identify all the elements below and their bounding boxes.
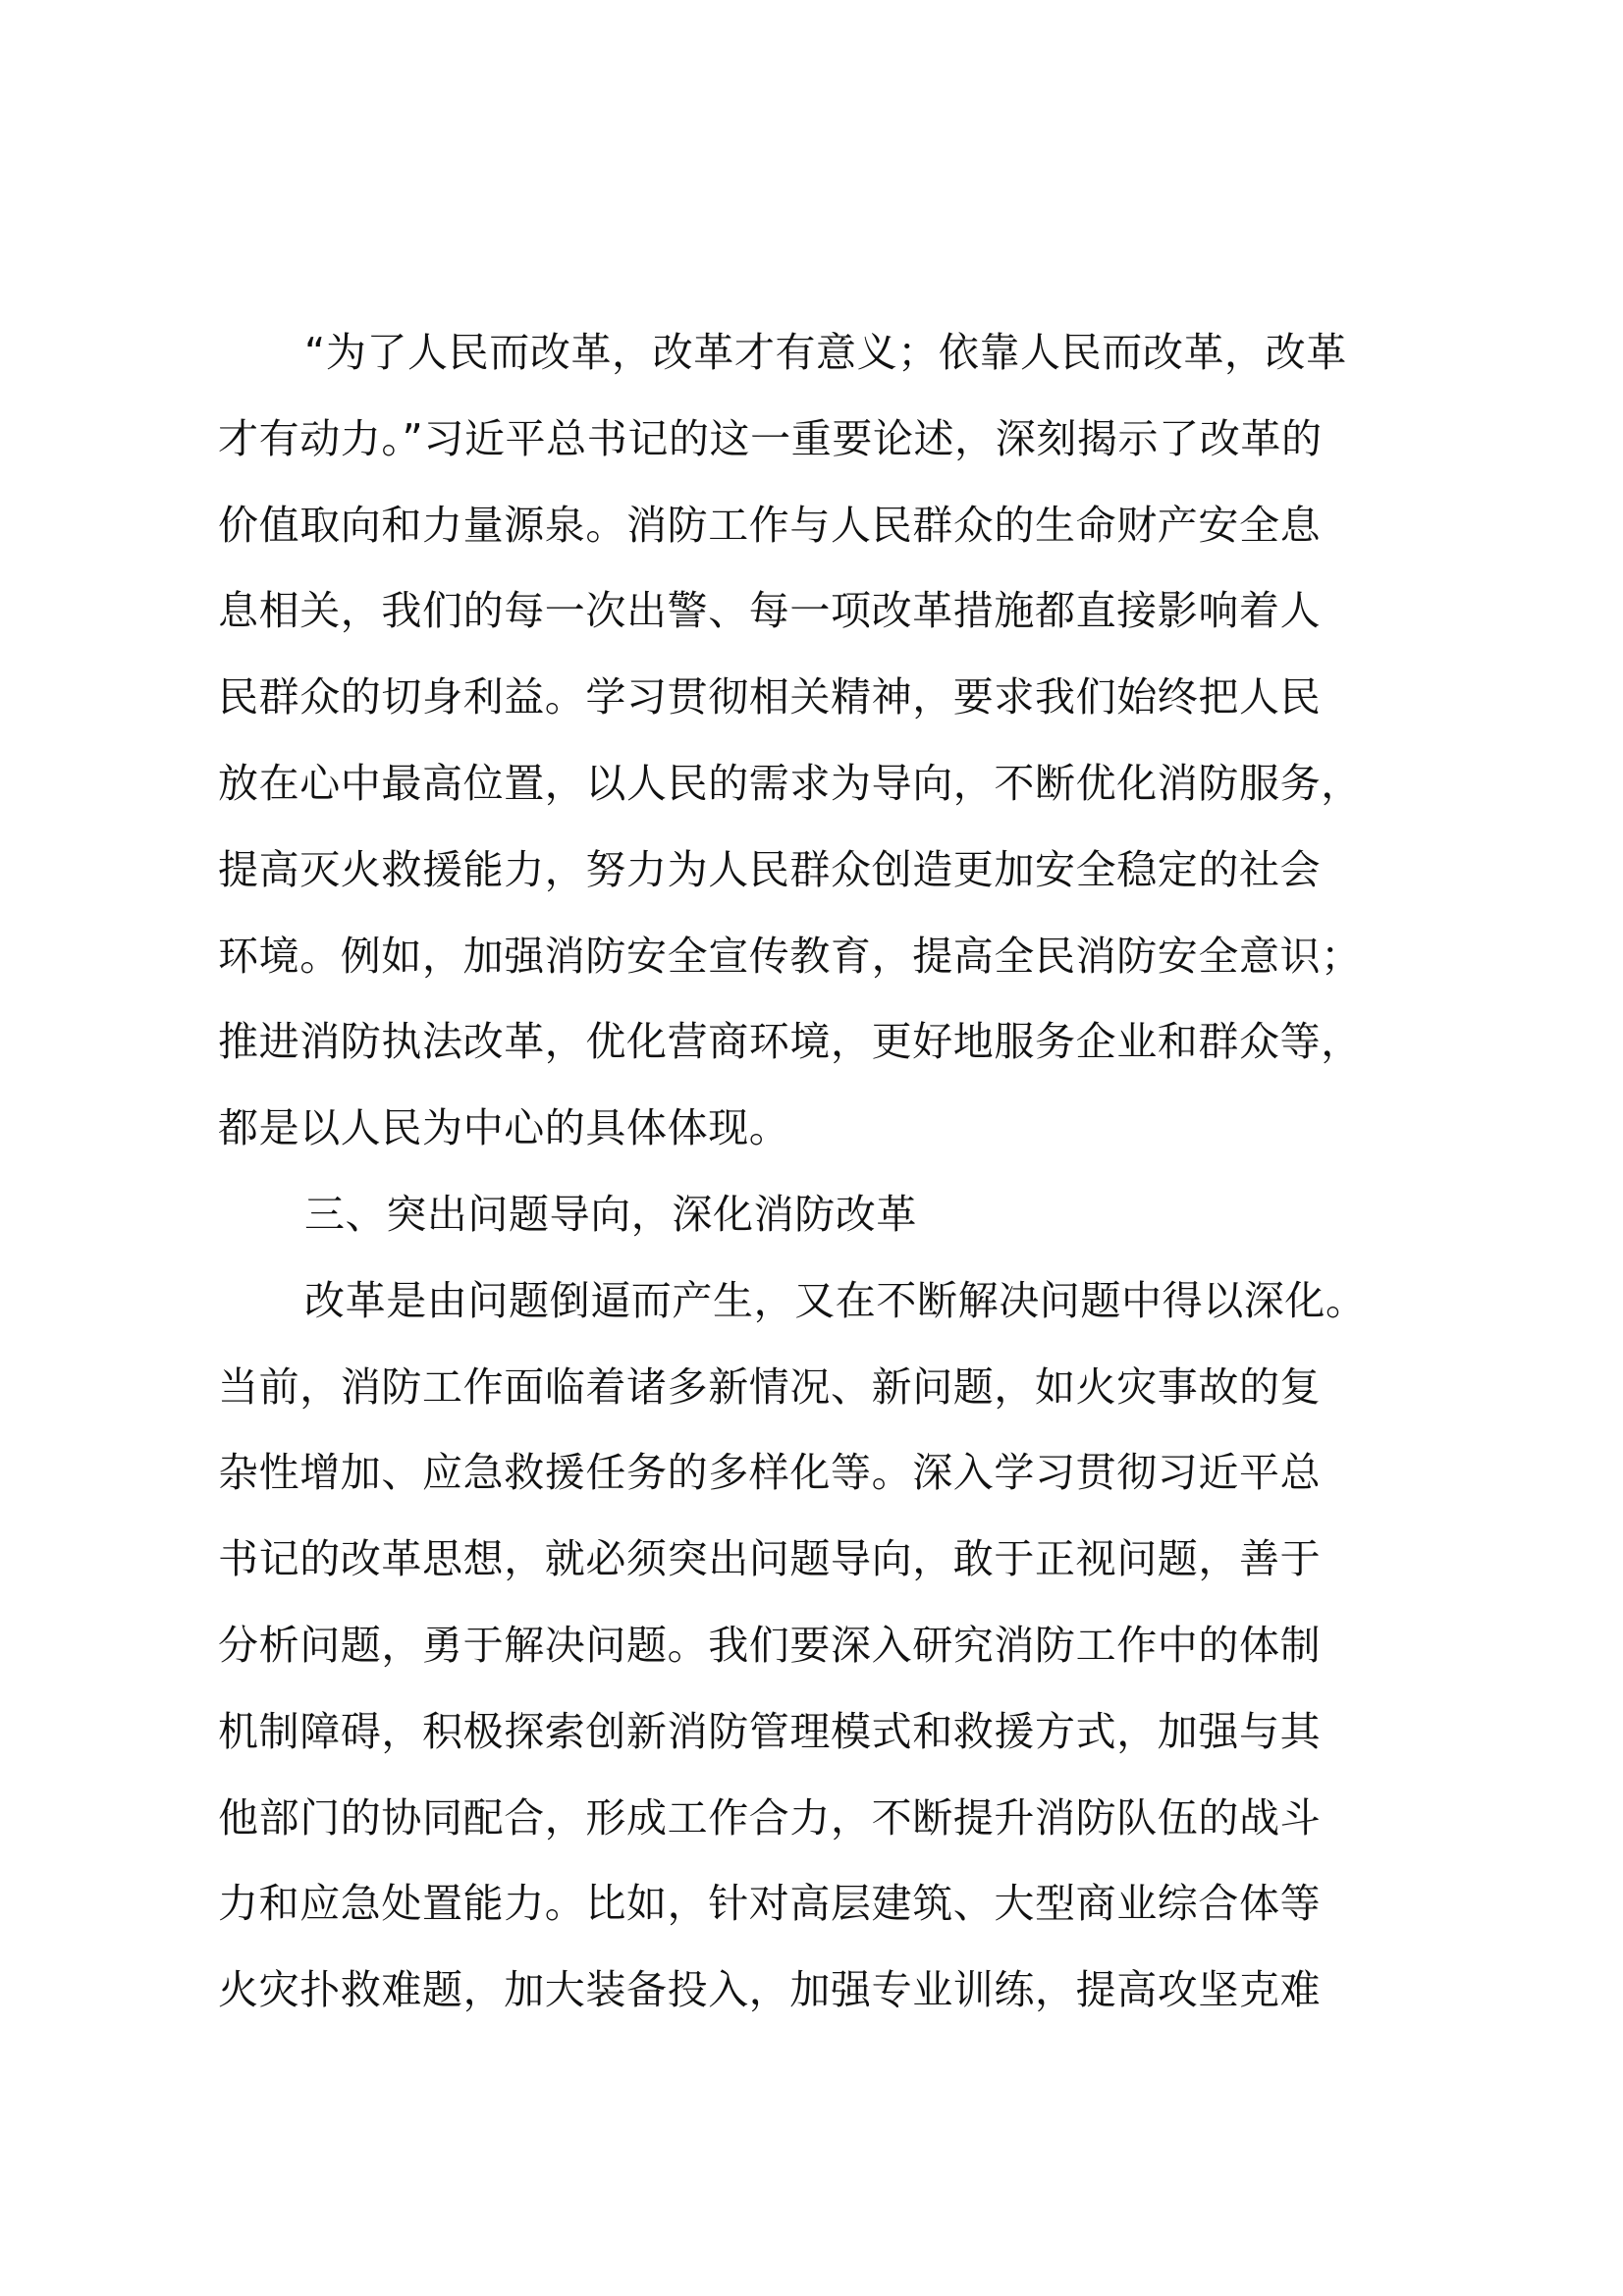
paragraph-line: 民群众的切身利益。学习贯彻相关精神，要求我们始终把人民 (218, 673, 1322, 721)
paragraph-line: 环境。例如，加强消防安全宣传教育，提高全民消防安全意识； (218, 932, 1362, 980)
paragraph-line: 杂性增加、应急救援任务的多样化等。深入学习贯彻习近平总 (218, 1449, 1322, 1497)
paragraph-line: 推进消防执法改革，优化营商环境，更好地服务企业和群众等， (218, 1018, 1362, 1066)
paragraph-line: 都是以人民为中心的具体体现。 (218, 1104, 790, 1152)
section-heading: 三、突出问题导向，深化消防改革 (304, 1190, 917, 1238)
paragraph-line: 机制障碍，积极探索创新消防管理模式和救援方式，加强与其 (218, 1707, 1322, 1755)
paragraph-line: 才有动力。”习近平总书记的这一重要论述，深刻揭示了改革的 (218, 414, 1323, 462)
paragraph-line: 改革是由问题倒逼而产生，又在不断解决问题中得以深化。 (304, 1276, 1367, 1324)
paragraph-line: 放在心中最高位置，以人民的需求为导向，不断优化消防服务， (218, 759, 1362, 807)
paragraph-line: 火灾扑救难题，加大装备投入，加强专业训练，提高攻坚克难 (218, 1966, 1322, 2014)
paragraph-line: 当前，消防工作面临着诸多新情况、新问题，如火灾事故的复 (218, 1362, 1322, 1411)
paragraph-line: 力和应急处置能力。比如，针对高层建筑、大型商业综合体等 (218, 1880, 1322, 1928)
paragraph-line: 息相关，我们的每一次出警、每一项改革措施都直接影响着人 (218, 587, 1322, 635)
paragraph-line: 他部门的协同配合，形成工作合力，不断提升消防队伍的战斗 (218, 1793, 1322, 1842)
paragraph-line: 书记的改革思想，就必须突出问题导向，敢于正视问题，善于 (218, 1535, 1322, 1583)
paragraph-line: 分析问题，勇于解决问题。我们要深入研究消防工作中的体制 (218, 1621, 1322, 1669)
paragraph-line: 价值取向和力量源泉。消防工作与人民群众的生命财产安全息 (218, 501, 1322, 549)
document-body (218, 310, 1449, 2034)
paragraph-line: 提高灭火救援能力，努力为人民群众创造更加安全稳定的社会 (218, 845, 1322, 893)
paragraph-line: “为了人民而改革，改革才有意义；依靠人民而改革，改革 (304, 329, 1347, 376)
